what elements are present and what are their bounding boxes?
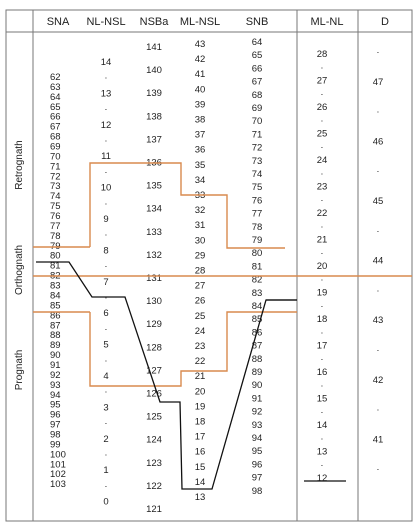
column-sna-value: 77	[50, 220, 61, 232]
prognath-boundary	[90, 312, 274, 386]
column-sna-value: 69	[50, 141, 61, 153]
column-ml-nsl-value: 16	[194, 446, 206, 458]
column-snb-value: 78	[251, 221, 263, 233]
column-nl-nsl-value: 5	[103, 339, 109, 351]
column-ml-nsl-value: 27	[194, 280, 206, 292]
column-nsba-value: 136	[146, 157, 162, 169]
column-ml-nsl-value: 37	[194, 129, 206, 141]
table-frame	[6, 10, 412, 521]
column-sna-value: 81	[50, 260, 61, 272]
column-nl-nsl-value: 4	[103, 371, 109, 382]
column-d-value: 43	[372, 315, 384, 327]
column-snb-value: 81	[251, 261, 263, 273]
column-sna-value: 103	[50, 479, 66, 491]
column-nsba-value: 125	[146, 411, 162, 423]
column-ml-nsl-value: 15	[194, 461, 206, 473]
column-snb-value: 70	[251, 116, 263, 128]
column-sna-value: 78	[50, 230, 61, 242]
column-nl-nsl-value: ·	[104, 229, 108, 241]
column-ml-nl-value: ·	[320, 353, 324, 365]
column-snb-value: 82	[251, 274, 263, 286]
column-nl-nsl-value: ·	[104, 355, 108, 367]
column-snb-value: 83	[251, 287, 263, 299]
column-nl-nsl-value: ·	[104, 386, 108, 398]
column-snb-value: 84	[251, 301, 263, 312]
column-ml-nl-value: ·	[320, 380, 324, 392]
column-nl-nsl-value: 7	[103, 276, 109, 288]
column-ml-nl-value: 27	[316, 75, 328, 87]
column-ml-nsl-value: 13	[194, 492, 206, 503]
column-ml-nl-value: 24	[316, 155, 328, 166]
column-nl-nsl-value: 8	[103, 245, 109, 257]
column-snb-value: 89	[251, 367, 263, 378]
column-snb-value: 90	[251, 380, 263, 392]
column-nl-nsl-value: 3	[103, 402, 109, 414]
column-d-value: ·	[376, 47, 380, 58]
column-nsba-value: 131	[146, 273, 162, 284]
column-nsba-value: 134	[146, 203, 162, 215]
column-snb-value: 93	[251, 419, 263, 431]
column-ml-nl-value: ·	[320, 194, 324, 206]
column-sna-value: 101	[50, 459, 66, 471]
column-nl-nsl-value: 9	[103, 214, 109, 225]
column-sna-value: 65	[50, 101, 61, 113]
column-sna-value: 74	[50, 191, 61, 203]
column-nl-nsl-value: ·	[104, 135, 108, 147]
column-ml-nsl-value: 34	[194, 174, 206, 186]
column-d-value: ·	[376, 166, 380, 178]
column-nsba-value: 141	[146, 42, 162, 53]
column-d-value: ·	[376, 106, 380, 118]
column-nl-nsl-value: 13	[100, 88, 112, 100]
column-d-value: ·	[376, 464, 380, 476]
column-d-value: 47	[372, 76, 384, 88]
column-sna-value: 89	[50, 340, 61, 352]
column-ml-nl-value: ·	[320, 406, 324, 418]
column-ml-nsl-value: 28	[194, 265, 206, 277]
column-nl-nsl-value: ·	[104, 418, 108, 430]
column-ml-nl-value: ·	[320, 88, 324, 100]
retrognath-boundary	[90, 163, 238, 248]
column-snb-value: 95	[251, 446, 263, 458]
column-ml-nsl-value: 21	[194, 371, 206, 383]
column-snb-value: 92	[251, 406, 263, 418]
column-ml-nsl-value: 39	[194, 99, 206, 111]
column-ml-nl-value: 12	[316, 473, 328, 484]
column-d-value: 42	[372, 374, 384, 386]
column-sna-value: 80	[50, 250, 61, 262]
column-d-value: 45	[372, 196, 384, 207]
column-sna-value: 85	[50, 300, 61, 312]
column-nsba-value: 124	[146, 434, 162, 446]
column-snb-value: 98	[251, 485, 263, 497]
column-nsba-value: 121	[146, 504, 162, 515]
column-ml-nl-value: ·	[320, 168, 324, 180]
side-label-retrognath: Retrognath	[14, 140, 25, 190]
column-ml-nl-value: 20	[316, 261, 328, 272]
column-sna-value: 71	[50, 161, 61, 173]
column-sna-value: 73	[50, 181, 61, 193]
column-snb-value: 79	[251, 235, 263, 246]
column-snb-value: 86	[251, 327, 263, 339]
column-nl-nsl-value: ·	[104, 166, 108, 178]
column-ml-nsl-value: 14	[194, 476, 206, 488]
column-d-value: ·	[376, 345, 380, 356]
column-nsba-value: 123	[146, 457, 162, 469]
column-sna-value: 84	[50, 290, 61, 302]
column-ml-nsl-value: 43	[194, 39, 206, 50]
column-nsba-value: 126	[146, 388, 162, 400]
column-snb-value: 69	[251, 103, 263, 114]
column-nl-nsl-value: 2	[103, 433, 109, 445]
column-nl-nsl-value: 12	[100, 119, 112, 131]
column-nl-nsl-value: ·	[104, 198, 108, 210]
column-sna-value: 70	[50, 151, 61, 163]
column-ml-nl-value: 19	[316, 287, 328, 299]
side-labels	[14, 140, 25, 390]
column-ml-nsl-value: 26	[194, 295, 206, 307]
header-sna: SNA	[46, 16, 70, 28]
column-nsba-value: 122	[146, 480, 162, 492]
column-snb-value: 73	[251, 155, 263, 167]
header-nsba: NSBa	[139, 16, 169, 28]
column-sna-value: 87	[50, 320, 61, 332]
header-nl-nsl: NL-NSL	[86, 16, 126, 28]
column-nl-nsl-value: ·	[104, 323, 108, 335]
column-d-value: ·	[376, 285, 380, 297]
orange-guide-lines	[33, 163, 412, 386]
column-ml-nl-value: ·	[320, 62, 324, 74]
column-snb-value: 64	[251, 37, 263, 48]
column-snb-value: 72	[251, 142, 263, 154]
column-snb-value: 85	[251, 314, 263, 326]
header-ml-nl: ML-NL	[310, 16, 344, 28]
column-ml-nl-value: 25	[316, 128, 328, 140]
column-sna-value: 79	[50, 240, 61, 252]
column-nsba-value: 138	[146, 111, 162, 123]
column-ml-nsl-value: 36	[194, 144, 206, 156]
column-nsba-value: 140	[146, 65, 162, 77]
column-d-value: ·	[376, 225, 380, 237]
column-sna-value: 68	[50, 131, 61, 143]
column-snb-value: 96	[251, 459, 263, 471]
column-sna-value: 67	[50, 121, 61, 133]
column-ml-nl-value: ·	[320, 115, 324, 127]
column-nl-nsl-value: 1	[103, 465, 109, 477]
column-sna-value: 94	[50, 389, 61, 401]
column-sna-value: 98	[50, 429, 61, 441]
column-snb-value: 68	[251, 89, 263, 101]
side-label-orthognath: Orthognath	[14, 244, 25, 296]
column-nl-nsl	[101, 57, 112, 508]
column-nl-nsl-value: ·	[104, 449, 108, 461]
column-ml-nsl-value: 32	[194, 205, 206, 217]
column-nsba-value: 137	[146, 134, 162, 146]
column-nsba-value: 128	[146, 342, 162, 354]
column-snb-value: 77	[251, 208, 263, 220]
column-ml-nl-value: ·	[320, 300, 324, 312]
column-sna-value: 102	[50, 469, 66, 481]
column-snb-value: 74	[251, 169, 263, 180]
column-sna-value: 83	[50, 280, 61, 292]
column-sna-value: 75	[50, 201, 61, 213]
column-snb-value: 97	[251, 472, 263, 484]
column-nl-nsl-value: 0	[103, 496, 109, 508]
column-snb-value: 87	[251, 340, 263, 352]
column-ml-nsl-value: 18	[194, 416, 206, 428]
column-nsba	[146, 42, 162, 515]
column-nsba-value: 132	[146, 249, 162, 261]
column-ml-nl-value: 23	[316, 181, 328, 193]
column-d-value: 41	[372, 434, 384, 446]
column-ml-nsl-value: 31	[194, 220, 206, 232]
column-ml-nl-value: 16	[316, 367, 328, 378]
column-ml-nl-value: 15	[316, 393, 328, 405]
column-snb-value: 71	[251, 129, 263, 141]
column-nl-nsl-value: ·	[104, 480, 108, 492]
column-nl-nsl-value: 11	[101, 151, 111, 163]
column-sna-value: 92	[50, 369, 61, 381]
column-snb-value: 66	[251, 63, 263, 75]
column-nsba-value: 129	[146, 319, 162, 331]
column-ml-nsl-value: 19	[194, 401, 206, 413]
column-ml-nsl-value: 20	[194, 386, 206, 398]
column-ml-nl-value: 14	[316, 420, 328, 431]
column-ml-nsl-value: 22	[194, 356, 206, 368]
column-ml-nsl-value: 17	[194, 431, 206, 443]
column-snb-value: 88	[251, 353, 263, 365]
column-snb-value: 80	[251, 248, 263, 260]
column-nsba-value: 133	[146, 226, 162, 238]
column-ml-nl-value: ·	[320, 141, 324, 153]
column-ml-nsl-value: 24	[194, 325, 206, 337]
column-sna-value: 86	[50, 310, 61, 322]
column-nl-nsl-value: 14	[100, 57, 112, 68]
column-d	[373, 47, 384, 475]
column-ml-nl	[317, 49, 328, 484]
column-sna	[50, 72, 66, 490]
column-ml-nl-value: 18	[316, 314, 328, 325]
column-sna-value: 97	[50, 419, 61, 431]
column-sna-value: 88	[50, 330, 61, 342]
column-nl-nsl-value: ·	[104, 261, 108, 273]
column-ml-nl-value: ·	[320, 247, 324, 259]
column-ml-nl-value: 26	[316, 102, 328, 113]
column-ml-nl-value: ·	[320, 327, 324, 339]
column-ml-nsl-value: 42	[194, 54, 206, 66]
column-sna-value: 64	[50, 91, 61, 103]
column-ml-nl-value: ·	[320, 433, 324, 445]
column-sna-value: 99	[50, 439, 61, 451]
column-ml-nsl-value: 30	[194, 235, 206, 247]
column-ml-nl-value: 22	[316, 208, 328, 219]
column-ml-nl-value: 17	[316, 340, 328, 352]
column-sna-value: 91	[50, 360, 61, 371]
column-ml-nl-value: ·	[320, 459, 324, 471]
column-ml-nsl-value: 41	[194, 69, 206, 81]
column-nsba-value: 139	[146, 88, 162, 100]
column-snb-value: 94	[251, 433, 263, 444]
column-nl-nsl-value: ·	[104, 72, 108, 84]
column-sna-value: 66	[50, 111, 61, 123]
column-ml-nl-value: 13	[316, 446, 328, 458]
column-ml-nsl-value: 40	[194, 84, 206, 96]
column-sna-value: 82	[50, 270, 61, 282]
column-nl-nsl-value: 6	[103, 308, 109, 320]
column-ml-nsl-value: 38	[194, 114, 206, 126]
column-snb-value: 65	[251, 50, 263, 62]
column-nl-nsl-value: 10	[100, 182, 112, 194]
column-ml-nsl-value: 29	[194, 250, 206, 262]
column-sna-value: 62	[50, 72, 61, 83]
column-nsba-value: 127	[146, 365, 162, 377]
column-nl-nsl-value: ·	[104, 104, 108, 116]
column-ml-nl-value: 28	[316, 49, 328, 60]
column-sna-value: 95	[50, 399, 61, 411]
column-d-value: 44	[372, 255, 384, 267]
column-ml-nsl-value: 33	[194, 190, 206, 201]
column-sna-value: 93	[50, 379, 61, 391]
column-nsba-value: 130	[146, 296, 162, 308]
column-sna-value: 100	[50, 449, 66, 461]
column-sna-value: 96	[50, 409, 61, 421]
column-d-value: ·	[376, 404, 380, 416]
column-nsba-value: 135	[146, 180, 162, 192]
column-snb-value: 76	[251, 195, 263, 207]
column-sna-value: 90	[50, 350, 61, 361]
column-ml-nl-value: ·	[320, 221, 324, 233]
column-ml-nl-value: 21	[316, 234, 328, 246]
column-snb-value: 75	[251, 182, 263, 194]
column-snb	[252, 37, 263, 497]
column-sna-value: 72	[50, 171, 61, 183]
header-snb: SNB	[245, 16, 269, 28]
header-row	[47, 16, 389, 28]
column-ml-nsl-value: 23	[194, 341, 206, 352]
column-ml-nsl-value: 25	[194, 310, 206, 322]
column-d-value: 46	[372, 136, 384, 148]
header-d: D	[381, 16, 389, 28]
column-ml-nsl	[195, 39, 206, 503]
column-sna-value: 76	[50, 211, 61, 222]
column-nl-nsl-value: ·	[104, 292, 108, 304]
column-ml-nl-value: ·	[320, 274, 324, 286]
column-snb-value: 67	[251, 76, 263, 88]
column-sna-value: 63	[50, 81, 61, 93]
column-snb-value: 91	[251, 393, 263, 405]
header-ml-nsl: ML-NSL	[179, 16, 221, 28]
column-ml-nsl-value: 35	[194, 159, 206, 171]
side-label-prognath: Prognath	[14, 349, 25, 391]
